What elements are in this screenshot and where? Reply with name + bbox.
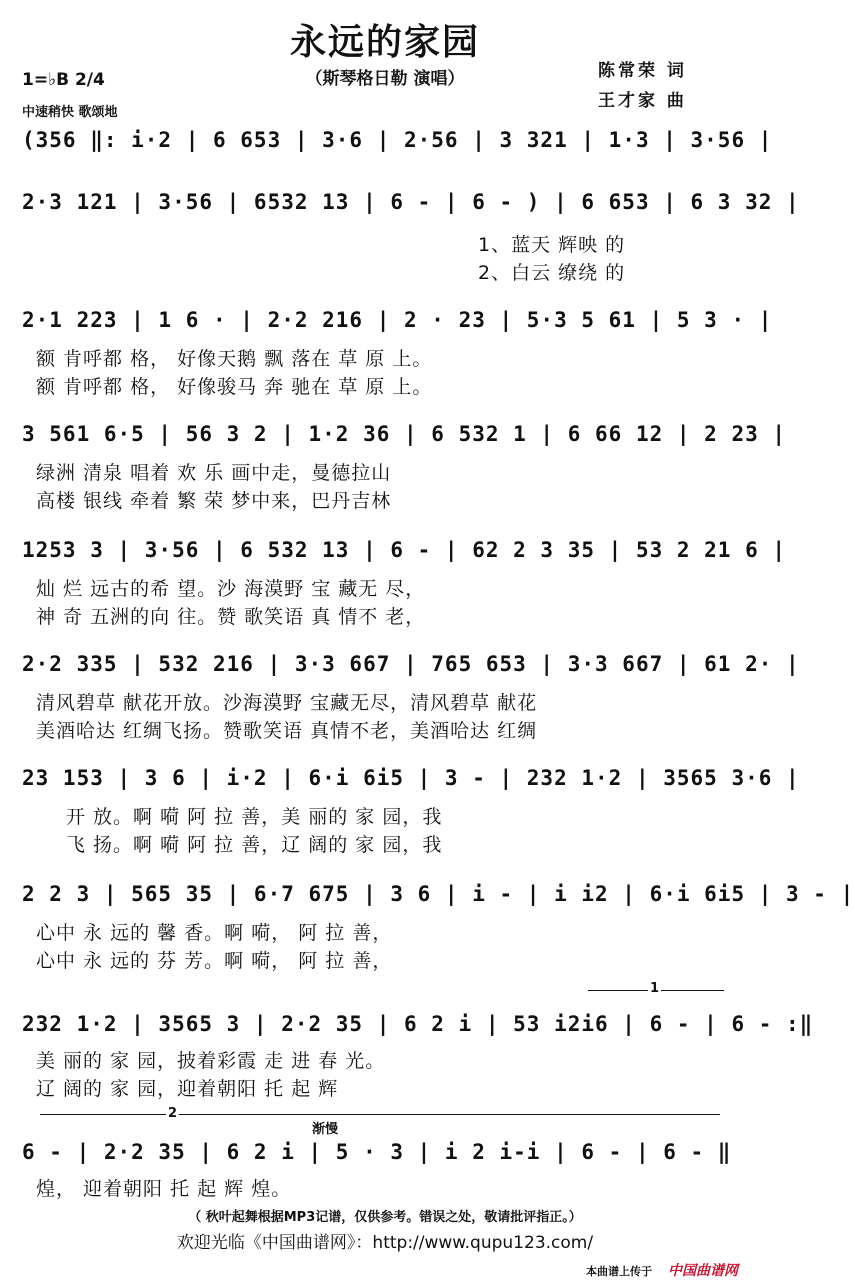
lyric-line-7-verse-1: 开 放。啊 嗬 阿 拉 善，美 丽的 家 园，我 (66, 806, 443, 828)
lyric-line-8-verse-2: 心中 永 远的 芬 芳。啊 嗬， 阿 拉 善， (36, 950, 393, 972)
lyric-line-6-verse-1: 清风碧草 献花开放。沙海漠野 宝藏无尽，清风碧草 献花 (36, 692, 538, 714)
notation-system-1: (356 ‖: i·2 | 6 653 | 3·6 | 2·56 | 3 321 | 1·3 | 3·56 | (22, 128, 773, 152)
lyric-line-10: 煌， 迎着朝阳 托 起 辉 煌。 (36, 1178, 292, 1200)
lyric-line-2-verse-2: 2、白云 缭绕 的 (478, 262, 626, 284)
notation-system-3: 2·1 223 | 1 6 · | 2·2 216 | 2 · 23 | 5·3 5 61 | 5 3 · | (22, 308, 773, 332)
key-signature: 1=♭B 2/4 (22, 70, 105, 90)
lyric-line-8-verse-1: 心中 永 远的 馨 香。啊 嗬， 阿 拉 善， (36, 922, 393, 944)
lyric-line-3-verse-2: 额 肯呼都 格， 好像骏马 奔 驰在 草 原 上。 (36, 376, 433, 398)
lyric-line-5-verse-2: 神 奇 五洲的向 往。赞 歌笑语 真 情不 老， (36, 606, 426, 628)
lyric-line-6-verse-2: 美酒哈达 红绸飞扬。赞歌笑语 真情不老，美酒哈达 红绸 (36, 720, 538, 742)
second-ending-bracket (40, 1114, 720, 1115)
performer-subtitle: （斯琴格日勒 演唱） (305, 69, 465, 89)
notation-system-6: 2·2 335 | 532 216 | 3·3 667 | 765 653 | 3·3 667 | 61 2· | (22, 652, 800, 676)
lyricist-credit: 陈常荣 词 (598, 61, 687, 81)
transcription-note: （ 秋叶起舞根据MP3记谱，仅供参考。错误之处，敬请批评指正。） (188, 1210, 582, 1225)
site-logo[interactable]: 中国曲谱网 (668, 1263, 738, 1279)
notation-system-10: 6 - | 2·2 35 | 6 2 i | 5 · 3 | i 2 i-i | 6 - | 6 - ‖ (22, 1140, 732, 1164)
ritardando-marking: 渐慢 (312, 1122, 339, 1137)
lyric-line-5-verse-1: 灿 烂 远古的希 望。沙 海漠野 宝 藏无 尽， (36, 578, 426, 600)
upload-note: 本曲谱上传于 (586, 1265, 652, 1278)
lyric-line-9-verse-1: 美 丽的 家 园，披着彩霞 走 进 春 光。 (36, 1050, 386, 1072)
notation-system-5: 1253 3 | 3·56 | 6 532 13 | 6 - | 62 2 3 35 | 53 2 21 6 | (22, 538, 787, 562)
notation-system-9: 232 1·2 | 3565 3 | 2·2 35 | 6 2 i | 53 i2i6 | 6 - | 6 - :‖ (22, 1012, 814, 1036)
second-ending-number: 2 (168, 1106, 178, 1121)
lyric-line-7-verse-2: 飞 扬。啊 嗬 阿 拉 善，辽 阔的 家 园，我 (66, 834, 443, 856)
tempo-marking: 中速稍快 歌颂地 (22, 105, 118, 120)
lyric-line-3-verse-1: 额 肯呼都 格， 好像天鹅 飘 落在 草 原 上。 (36, 348, 433, 370)
notation-system-8: 2 2 3 | 565 35 | 6·7 675 | 3 6 | i - | i i2 | 6·i 6i5 | 3 - | (22, 882, 854, 906)
lyric-line-4-verse-2: 高楼 银线 牵着 繁 荣 梦中来，巴丹吉林 (36, 490, 392, 512)
lyric-line-4-verse-1: 绿洲 清泉 唱着 欢 乐 画中走，曼德拉山 (36, 462, 392, 484)
notation-system-7: 23 153 | 3 6 | i·2 | 6·i 6i5 | 3 - | 232 1·2 | 3565 3·6 | (22, 766, 800, 790)
notation-system-2: 2·3 121 | 3·56 | 6532 13 | 6 - | 6 - ) | 6 653 | 6 3 32 | (22, 190, 800, 214)
first-ending-number: 1 (650, 981, 660, 996)
lyric-line-9-verse-2: 辽 阔的 家 园，迎着朝阳 托 起 辉 (36, 1078, 339, 1100)
song-title: 永远的家园 (289, 22, 480, 63)
notation-system-4: 3 561 6·5 | 56 3 2 | 1·2 36 | 6 532 1 | 6 66 12 | 2 23 | (22, 422, 787, 446)
lyric-line-2-verse-1: 1、蓝天 辉映 的 (478, 234, 626, 256)
composer-credit: 王才家 曲 (598, 91, 687, 111)
website-line[interactable]: 欢迎光临《中国曲谱网》：http://www.qupu123.com/ (176, 1233, 594, 1253)
